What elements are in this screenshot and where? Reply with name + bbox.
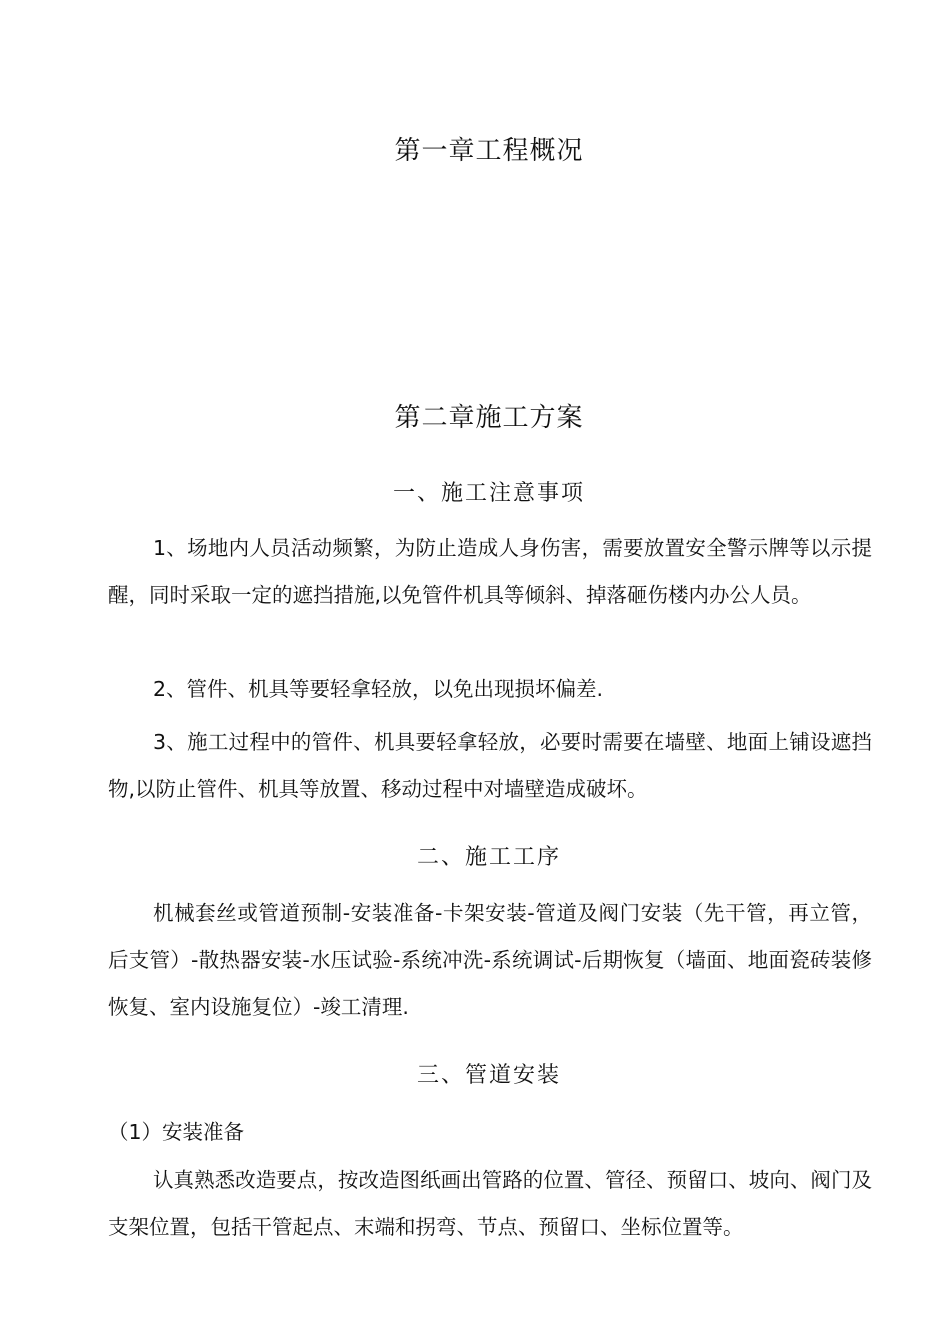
- section-1-title: 一、施工注意事项: [392, 481, 585, 506]
- chapter-2-title: 第二章施工方案: [394, 403, 584, 433]
- section-2-title: 二、施工工序: [416, 845, 561, 870]
- chapter-1-title: 第一章工程概况: [394, 136, 584, 166]
- section-1-paragraph-2: 2、管件、机具等要轻拿轻放，以免出现损坏偏差.: [153, 677, 604, 701]
- section-1-paragraph-1: 1、场地内人员活动频繁，为防止造成人身伤害，需要放置安全警示牌等以示提醒，同时采取一定的遮挡措施,以免管件机具等倾斜、掉落砸伤楼内办公人员。: [108, 536, 872, 607]
- section-3-subheading: （1）安装准备: [108, 1120, 245, 1144]
- section-3-paragraph-1: 认真熟悉改造要点，按改造图纸画出管路的位置、管径、预留口、坡向、阀门及支架位置，包括干管起点、末端和拐弯、节点、预留口、坐标位置等。: [108, 1168, 872, 1239]
- section-2-paragraph-1: 机械套丝或管道预制-安装准备-卡架安装-管道及阀门安装（先干管，再立管，后支管）-散热器安装-水压试验-系统冲洗-系统调试-后期恢复（墙面、地面瓷砖装修恢复、室内设施复位）-竣工清理.: [108, 901, 872, 1019]
- section-3-title: 三、管道安装: [416, 1063, 561, 1088]
- section-1-paragraph-3: 3、施工过程中的管件、机具要轻拿轻放，必要时需要在墙壁、地面上铺设遮挡物,以防止管件、机具等放置、移动过程中对墙壁造成破坏。: [108, 730, 872, 801]
